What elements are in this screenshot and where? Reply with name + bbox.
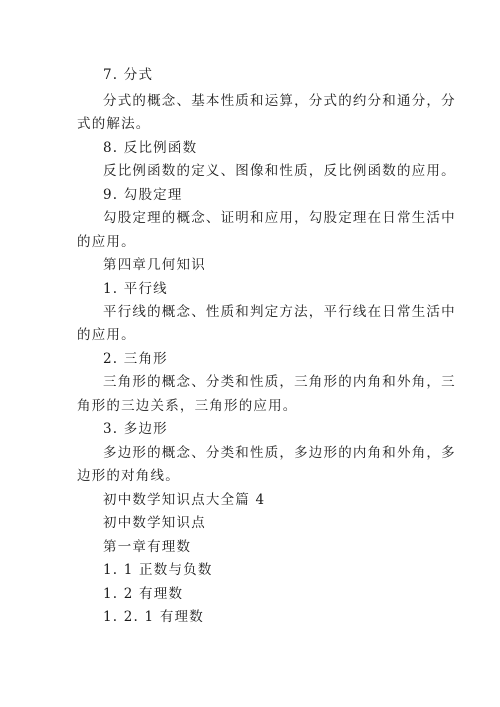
paragraph-pythagorean-line-1: 勾股定理的概念、证明和应用，勾股定理在日常生活中	[103, 210, 456, 226]
paragraph-fractions-line-2: 式的解法。	[77, 116, 151, 132]
chapter-heading-rational-numbers: 第一章有理数	[103, 539, 192, 555]
article-title: 初中数学知识点大全篇 4	[103, 492, 266, 508]
paragraph-inverse-proportion: 反比例函数的定义、图像和性质，反比例函数的应用。	[103, 163, 456, 179]
section-heading-fractions: 7. 分式	[103, 67, 154, 83]
section-heading-pythagorean: 9. 勾股定理	[103, 187, 183, 203]
subtitle: 初中数学知识点	[103, 515, 206, 531]
section-heading-parallel-lines: 1. 平行线	[103, 281, 168, 297]
paragraph-polygons-line-2: 边形的对角线。	[77, 468, 180, 484]
section-heading-inverse-proportion: 8. 反比例函数	[103, 140, 198, 156]
paragraph-triangles-line-2: 角形的三边关系，三角形的应用。	[77, 398, 298, 414]
subsection-heading-1-1: 1. 1 正数与负数	[103, 562, 213, 578]
paragraph-parallel-lines-line-2: 的应用。	[77, 327, 136, 343]
paragraph-fractions-line-1: 分式的概念、基本性质和运算，分式的约分和通分，分	[103, 93, 456, 109]
paragraph-parallel-lines-line-1: 平行线的概念、性质和判定方法，平行线在日常生活中	[103, 304, 456, 320]
paragraph-triangles-line-1: 三角形的概念、分类和性质，三角形的内角和外角，三	[103, 374, 456, 390]
subsection-heading-1-2: 1. 2 有理数	[103, 586, 184, 602]
paragraph-polygons-line-1: 多边形的概念、分类和性质，多边形的内角和外角，多	[103, 445, 456, 461]
subsection-heading-1-2-1: 1. 2. 1 有理数	[103, 609, 204, 625]
section-heading-triangles: 2. 三角形	[103, 351, 168, 367]
paragraph-pythagorean-line-2: 的应用。	[77, 234, 136, 250]
chapter-heading-geometry: 第四章几何知识	[103, 257, 206, 273]
section-heading-polygons: 3. 多边形	[103, 421, 168, 437]
